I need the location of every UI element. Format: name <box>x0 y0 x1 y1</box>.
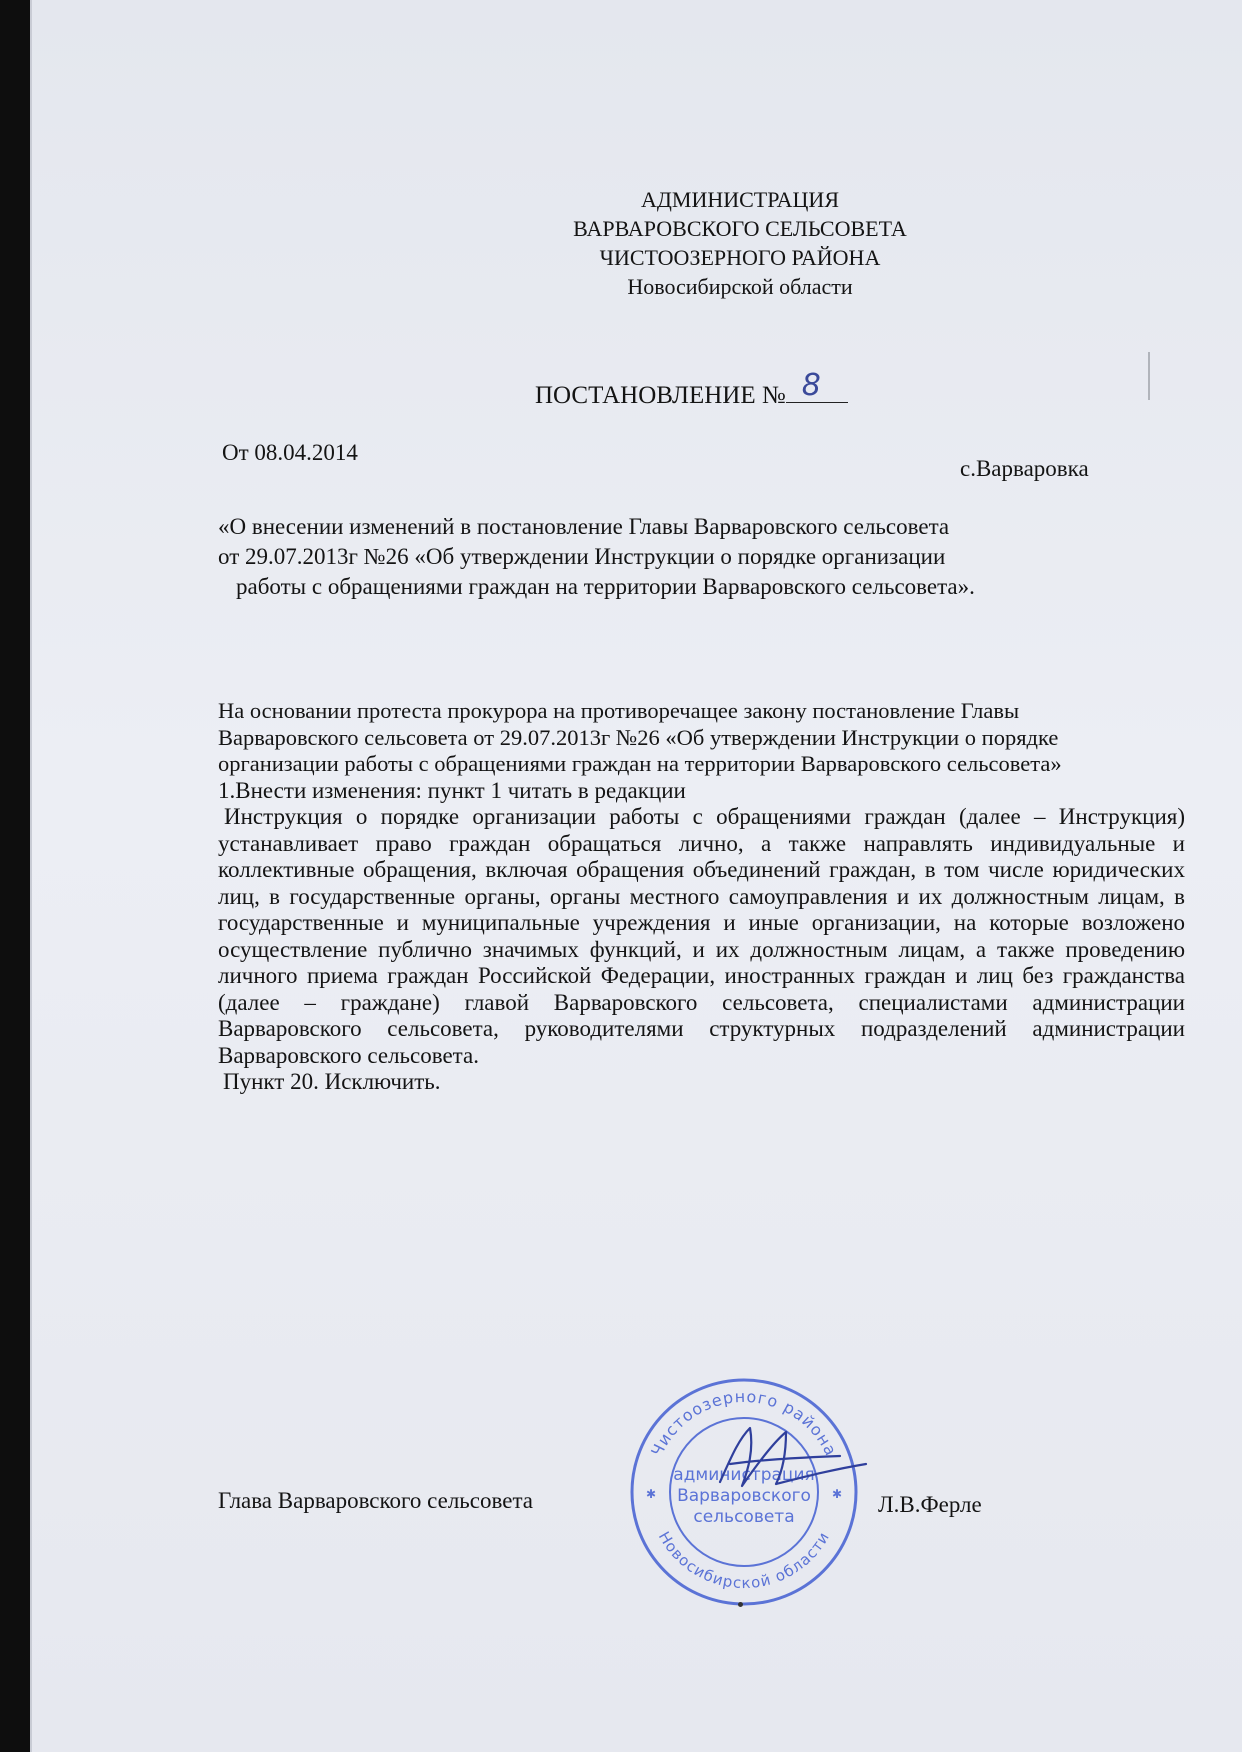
handwritten-signature <box>690 1420 880 1500</box>
document-body <box>218 698 1185 1096</box>
item-20-paragraph: Пункт 20. Исключить. <box>223 1069 441 1094</box>
stamp-star-left-icon: ✱ <box>646 1487 657 1501</box>
stamp-outer-bottom-text: Новосибирской области <box>654 1528 834 1593</box>
item-1-paragraph: 1.Внести изменения: пункт 1 читать в редакции <box>218 777 686 803</box>
scan-mark <box>1148 352 1150 400</box>
document-place: с.Варваровка <box>960 456 1089 481</box>
header-line-district: ЧИСТООЗЕРНОГО РАЙОНА <box>599 245 881 270</box>
stamp-outer-top-text: Чистоозерного района <box>647 1386 841 1460</box>
stamp-star-right-icon: ✱ <box>832 1487 843 1501</box>
scan-dot <box>738 1602 743 1607</box>
subject-line-3: работы с обращениями граждан на территории Варваровского сельсовета». <box>236 574 975 599</box>
header-line-administration: АДМИНИСТРАЦИЯ <box>641 187 839 212</box>
document-subject <box>218 512 975 602</box>
svg-text:Новосибирской области <box>655 1528 833 1592</box>
instruction-paragraph: Инструкция о порядке организации работы с обращениями граждан (далее – Инструкция) устанавливает право граждан обращаться лично, а также направлять индивидуальные и коллективные обращения, включая обращения объединений граждан, в том числе юридических лиц, в государственные органы, органы местного самоуправления и их должностным лицам, в государственные и муниципальные учреждения и иные организации, на которые возложено осуществление публично значимых функций, и их должностным лицам, а также проведению личного приема граждан Российской Федерации, иностранных граждан и лиц без гражданства (далее – граждане) главой Варваровского сельсовета, специалистами администрации Варваровского сельсовета, руководителями структурных подразделений администрации Варваровского сельсовета. <box>218 804 1185 1068</box>
header-line-region: Новосибирской области <box>627 274 853 299</box>
header-line-council: ВАРВАРОВСКОГО СЕЛЬСОВЕТА <box>573 216 907 241</box>
signatory-position: Глава Варваровского сельсовета <box>218 1488 533 1513</box>
document-page <box>30 0 1242 1752</box>
document-date: От 08.04.2014 <box>222 440 358 465</box>
stamp-center-line-1: администрация <box>673 1465 815 1485</box>
signatory-name: Л.В.Ферле <box>878 1492 982 1517</box>
subject-line-2: от 29.07.2013г №26 «Об утверждении Инструкции о порядке организации <box>218 544 946 569</box>
stamp-center-line-3: сельсовета <box>693 1507 795 1527</box>
stamp-center-line-2: Варваровского <box>677 1486 811 1506</box>
number-blank <box>786 368 848 403</box>
document-title <box>535 368 848 410</box>
handwritten-number: 8 <box>801 368 821 403</box>
basis-paragraph: На основании протеста прокурора на противоречащее закону постановление Главы Варваровского сельсовета от 29.07.2013г №26 «Об утверждении Инструкции о порядке организации работы с обращениями граждан на территории Варваровского сельсовета» <box>218 698 1062 776</box>
title-label: ПОСТАНОВЛЕНИЕ № <box>535 382 786 409</box>
subject-line-1: «О внесении изменений в постановление Главы Варваровского сельсовета <box>218 514 950 539</box>
